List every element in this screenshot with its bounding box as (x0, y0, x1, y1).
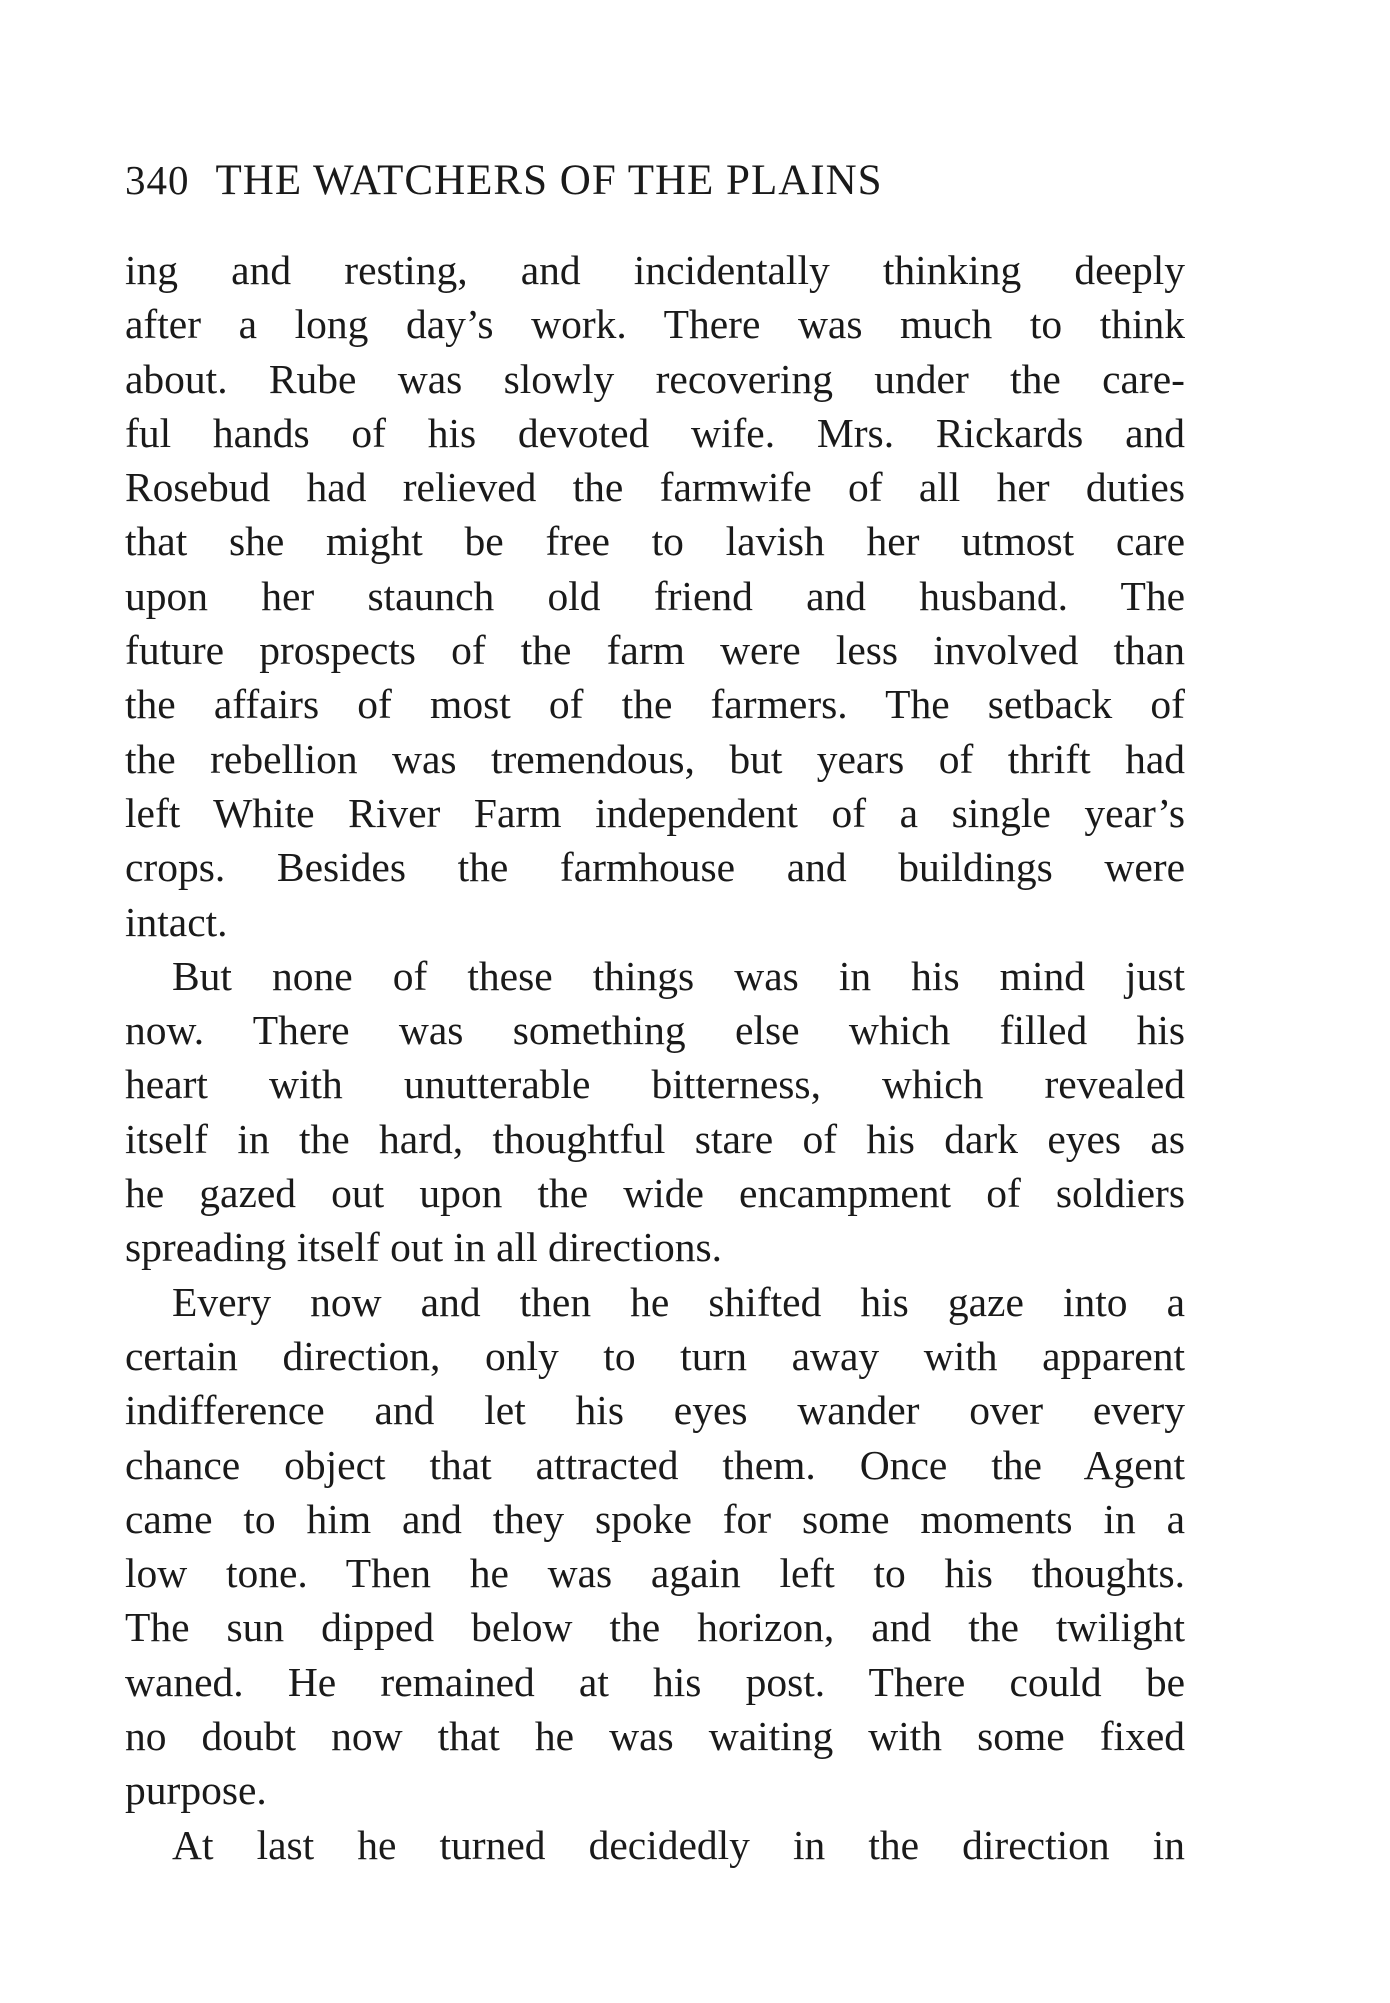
text-line: he gazed out upon the wide encampment of soldiers (125, 1170, 1185, 1217)
text-line: certain direction, only to turn away with apparent (125, 1332, 1185, 1379)
text-line: that she might be free to lavish her utmost care (125, 518, 1185, 565)
text-line: came to him and they spoke for some moments in a (125, 1495, 1185, 1542)
text-line: future prospects of the farm were less involved than (125, 627, 1185, 674)
text-line: spreading itself out in all directions. (125, 1224, 723, 1271)
text-line: heart with unutterable bitterness, which revealed (125, 1061, 1185, 1108)
text-line: the rebellion was tremendous, but years of thrift had (125, 735, 1185, 782)
text-line: ing and resting, and incidentally thinking deeply (125, 247, 1185, 293)
text-line: purpose. (125, 1767, 267, 1814)
text-line: crops. Besides the farmhouse and buildings were (125, 844, 1185, 891)
page-number: 340 (125, 157, 190, 203)
text-line: But none of these things was in his mind just (172, 952, 1185, 999)
text-line: itself in the hard, thoughtful stare of his dark eyes as (125, 1115, 1185, 1162)
text-line: Rosebud had relieved the farmwife of all her duties (125, 464, 1185, 511)
running-head (125, 150, 1185, 210)
text-line: Every now and then he shifted his gaze into a (172, 1278, 1185, 1325)
text-line: no doubt now that he was waiting with some fixed (125, 1713, 1185, 1760)
text-line: At last he turned decidedly in the direction in (172, 1821, 1185, 1868)
text-line: intact. (125, 898, 228, 945)
text-line: now. There was something else which filled his (125, 1007, 1185, 1054)
text-line: upon her staunch old friend and husband. The (125, 572, 1185, 619)
body-text (125, 243, 1185, 1872)
text-line: chance object that attracted them. Once the Agent (125, 1441, 1185, 1488)
text-line: after a long day’s work. There was much to think (125, 301, 1185, 348)
text-line: left White River Farm independent of a single year’s (125, 789, 1185, 836)
text-line: about. Rube was slowly recovering under the care- (125, 355, 1185, 402)
running-title: THE WATCHERS OF THE PLAINS (215, 157, 883, 204)
text-line: The sun dipped below the horizon, and the twilight (125, 1604, 1185, 1651)
text-line: waned. He remained at his post. There could be (125, 1658, 1185, 1705)
text-line: the affairs of most of the farmers. The setback of (125, 681, 1185, 728)
text-line: low tone. Then he was again left to his thoughts. (125, 1550, 1185, 1597)
text-line: indifference and let his eyes wander over every (125, 1387, 1185, 1434)
text-line: ful hands of his devoted wife. Mrs. Rickards and (125, 409, 1185, 456)
